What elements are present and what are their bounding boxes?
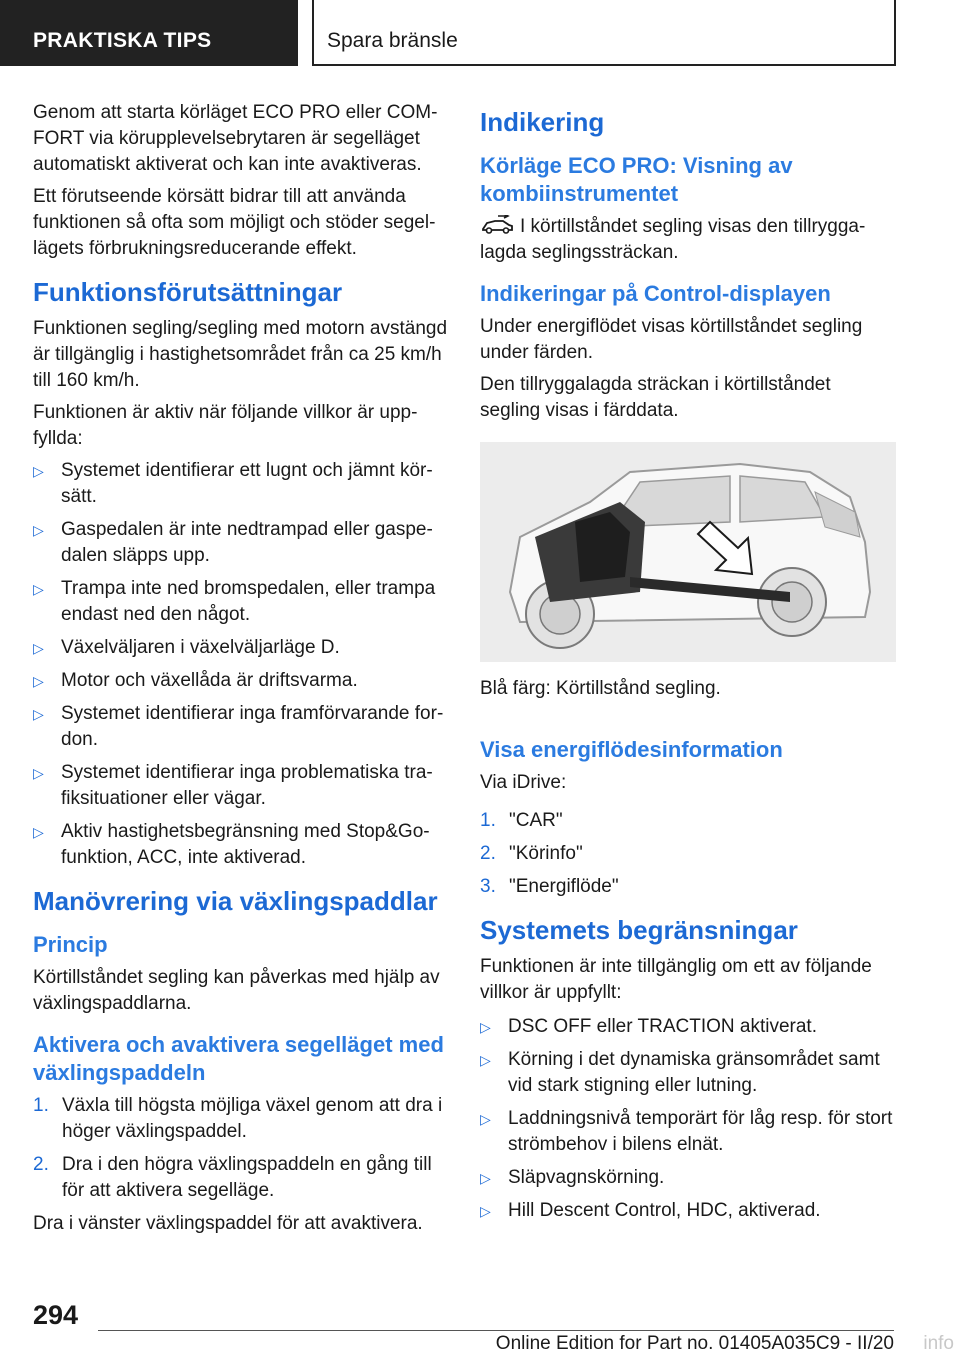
list-item: ▷ Laddningsnivå temporärt för låg resp. för stort strömbehov i bilens elnät. (480, 1108, 893, 1155)
list-item: ▷ DSC OFF eller TRACTION aktiverat. (480, 1014, 896, 1040)
triangle-right-icon: ▷ (33, 522, 44, 538)
list-item: ▷ Systemet identifierar ett lugnt och jämnt körsätt. (33, 460, 433, 507)
list-item: ▷ Trampa inte ned bromspedalen, eller trampa endast ned den något. (33, 578, 436, 625)
list-item: ▷ Motor och växellåda är driftsvarma. (33, 668, 449, 694)
list-item: ▷ Växelväljaren i växelväljarläge D. (33, 635, 449, 661)
limits-paragraph: Funktionen är inte tillgänglig om ett av följande villkor är uppfyllt: (480, 956, 872, 1003)
indication-heading: Indikering (480, 107, 605, 137)
list-item: 1. Växla till högsta möjliga växel genom att dra i höger växlingspaddel. (33, 1095, 443, 1142)
triangle-right-icon: ▷ (33, 581, 44, 597)
triangle-right-icon: ▷ (480, 1203, 491, 1219)
principle-paragraph: Körtillståndet segling kan påverkas med hjälp av växlingspaddlarna. (33, 967, 440, 1014)
via-idrive-label: Via iDrive: (480, 772, 567, 793)
conditions-list (33, 458, 449, 871)
section-tab: PRAKTISKA TIPS (0, 0, 298, 66)
list-item: 2. "Körinfo" (480, 841, 896, 867)
right-column (480, 100, 896, 1231)
intro-paragraph: Genom att starta körläget ECO PRO eller COMFORT via körupplevelsebrytaren är segelläget automatiskt aktiverat och kan inte avaktiveras. (33, 102, 438, 175)
list-item: ▷ Hill Descent Control, HDC, aktiverad. (480, 1198, 896, 1224)
triangle-right-icon: ▷ (33, 706, 44, 722)
list-item: ▷ Systemet identifierar inga problematiska trafiksituationer eller vägar. (33, 762, 433, 809)
list-item: ▷ Körning i det dynamiska gränsområdet samt vid stark stigning eller lutning. (480, 1049, 880, 1096)
energy-flow-heading: Visa energiflödesinformation (480, 737, 783, 762)
requirements-paragraph: Funktionen segling/segling med motorn avstängd är tillgänglig i hastighetsområdet från ca 25 km/h till 160 km/h. (33, 318, 448, 391)
triangle-right-icon: ▷ (33, 765, 44, 781)
left-column (33, 100, 449, 1243)
requirements-heading: Funktionsförutsättningar (33, 277, 343, 307)
watermark: info (923, 1333, 954, 1354)
list-item: ▷ Gaspedalen är inte nedtrampad eller gaspedalen släpps upp. (33, 519, 433, 566)
control-display-heading: Indikeringar på Control-displayen (480, 281, 831, 306)
step-number: 1. (33, 1095, 49, 1116)
car-sailing-icon (480, 215, 514, 235)
list-item: 3. "Energiflöde" (480, 874, 896, 900)
eco-pro-paragraph: I körtillståndet segling visas den tillryggalagda seglingssträckan. (480, 216, 866, 263)
menu-steps (480, 808, 896, 900)
list-item: ▷ Aktiv hastighetsbegränsning med Stop&Go-funktion, ACC, inte aktiverad. (33, 821, 430, 868)
page-header (0, 0, 960, 66)
triangle-right-icon: ▷ (33, 673, 44, 689)
page-number: 294 (33, 1300, 79, 1330)
principle-heading: Princip (33, 932, 108, 957)
triangle-right-icon: ▷ (33, 463, 44, 479)
figure-caption: Blå färg: Körtillstånd segling. (480, 678, 721, 699)
triangle-right-icon: ▷ (480, 1052, 491, 1068)
limits-heading: Systemets begränsningar (480, 915, 798, 945)
eco-pro-heading: Körläge ECO PRO: Visning av kombiinstrumentet (480, 153, 793, 206)
control-display-paragraph: Under energiflödet visas körtillståndet segling under färden. (480, 316, 863, 363)
list-item: ▷ Systemet identifierar inga framförvarande fordon. (33, 703, 444, 750)
activate-heading: Aktivera och avaktivera segelläget med växlingspaddeln (33, 1032, 444, 1085)
limits-list (480, 1014, 896, 1224)
edition-text: Online Edition for Part no. 01405A035C9 - II/20 (495, 1333, 894, 1354)
control-display-paragraph-2: Den tillryggalagda sträckan i körtillståndet segling visas i färddata. (480, 374, 831, 421)
triangle-right-icon: ▷ (480, 1019, 491, 1035)
footer-divider (98, 1330, 894, 1331)
triangle-right-icon: ▷ (33, 824, 44, 840)
list-item: 1. "CAR" (480, 808, 896, 834)
activate-steps (33, 1093, 449, 1204)
step-number: 1. (480, 810, 496, 831)
intro-paragraph-2: Ett förutseende körsätt bidrar till att använda funktionen så ofta som möjligt och stöder segellägets förbrukningsreducerande effekt. (33, 186, 436, 259)
step-number: 2. (480, 843, 496, 864)
list-item: 2. Dra i den högra växlingspaddeln en gång till för att aktivera segelläge. (33, 1154, 432, 1201)
triangle-right-icon: ▷ (33, 640, 44, 656)
paddles-heading: Manövrering via växlingspaddlar (33, 886, 438, 916)
triangle-right-icon: ▷ (480, 1111, 491, 1127)
step-number: 3. (480, 876, 496, 897)
topic-tab: Spara bränsle (312, 0, 896, 66)
requirements-paragraph-2: Funktionen är aktiv när följande villkor är uppfyllda: (33, 402, 418, 449)
triangle-right-icon: ▷ (480, 1170, 491, 1186)
deactivate-paragraph: Dra i vänster växlingspaddel för att avaktivera. (33, 1213, 423, 1234)
list-item: ▷ Släpvagnskörning. (480, 1165, 896, 1191)
car-drivetrain-illustration (480, 442, 896, 662)
step-number: 2. (33, 1154, 49, 1175)
